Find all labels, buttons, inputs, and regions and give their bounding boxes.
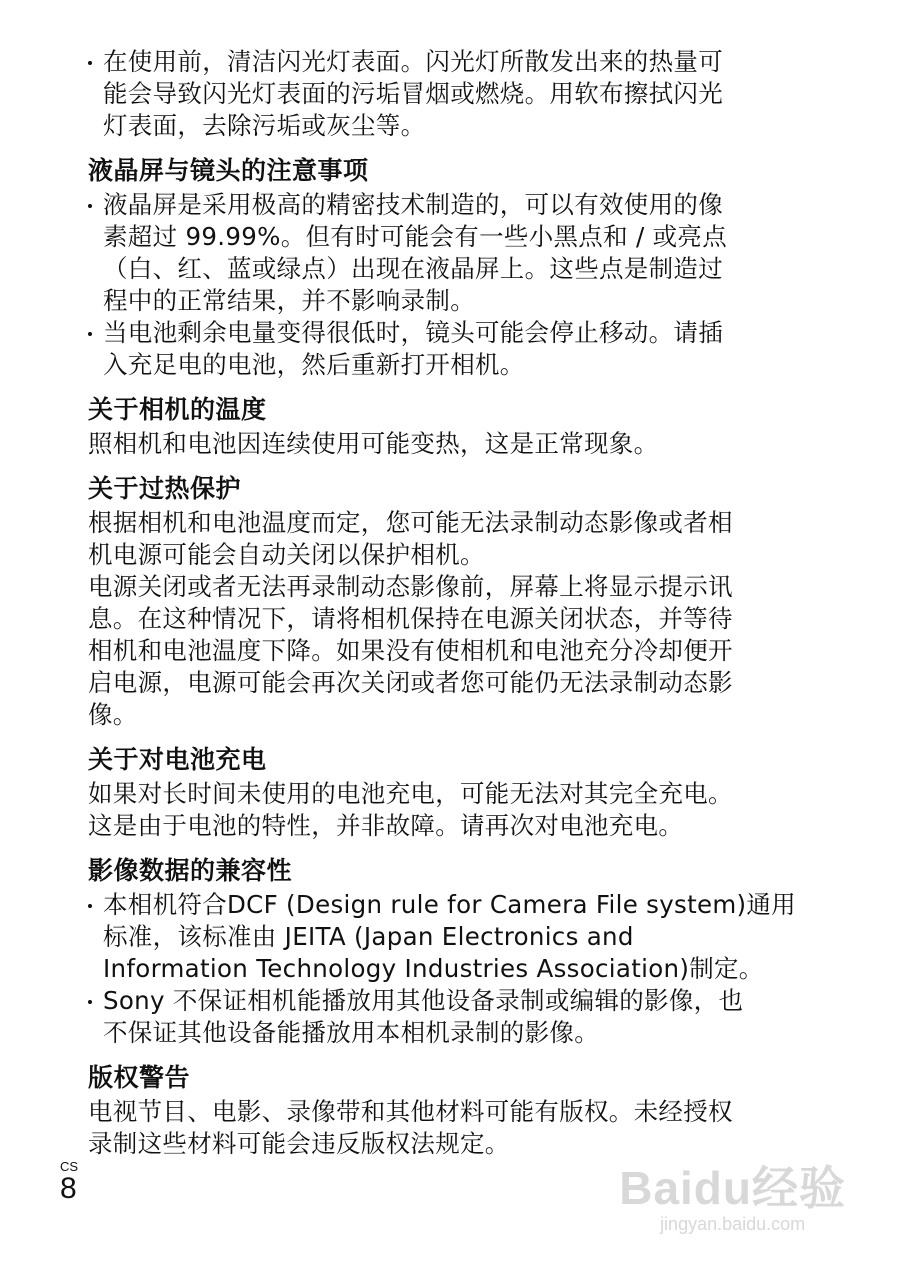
section-camera-temperature	[88, 394, 808, 460]
page-number-block	[60, 1160, 78, 1204]
bullet-text: 当电池剩余电量变得很低时，镜头可能会停止移动。请插 入充足电的电池，然后重新打开相机。	[103, 318, 723, 379]
bullet-dot	[88, 332, 92, 336]
paragraph: 如果对长时间未使用的电池充电，可能无法对其完全充电。 这是由于电池的特性，并非故障。请再次对电池充电。	[88, 779, 733, 840]
language-code: CS	[60, 1159, 79, 1174]
bullet-text: 本相机符合DCF (Design rule for Camera File system)通用 标准，该标准由 JEITA (Japan Electronics and Information Technology Industries Association)制定。	[103, 890, 796, 983]
paragraph: 电视节目、电影、录像带和其他材料可能有版权。未经授权 录制这些材料可能会违反版权法规定。	[88, 1097, 733, 1158]
bullet-dot	[88, 204, 92, 208]
section-heading: 关于相机的温度	[88, 395, 267, 424]
bullet-dot	[88, 1000, 92, 1004]
watermark-url: jingyan.baidu.com	[660, 1214, 806, 1234]
watermark	[619, 1162, 846, 1234]
page-number: 8	[60, 1172, 77, 1205]
paragraph: 电源关闭或者无法再录制动态影像前，屏幕上将显示提示讯 息。在这种情况下，请将相机保持在电源关闭状态，并等待 相机和电池温度下降。如果没有使相机和电池充分冷却便开 启电源，电源可能会再次关闭或者您可能仍无法录制动态影 像。	[88, 572, 733, 729]
bullet-item	[88, 985, 808, 1049]
bullet-dot	[88, 61, 92, 65]
bullet-item	[88, 889, 808, 985]
bullet-item	[88, 46, 808, 142]
section-image-compatibility	[88, 855, 808, 1049]
section-overheat-protection	[88, 473, 808, 731]
bullet-text: 在使用前，清洁闪光灯表面。闪光灯所散发出来的热量可 能会导致闪光灯表面的污垢冒烟或燃烧。用软布擦拭闪光 灯表面，去除污垢或灰尘等。	[103, 47, 723, 140]
paragraph: 根据相机和电池温度而定，您可能无法录制动态影像或者相 机电源可能会自动关闭以保护相机。	[88, 508, 733, 569]
paragraph: 照相机和电池因连续使用可能变热，这是正常现象。	[88, 429, 659, 458]
bullet-item	[88, 189, 808, 317]
section-copyright-warning	[88, 1062, 808, 1160]
section-battery-charging	[88, 744, 808, 842]
section-heading: 液晶屏与镜头的注意事项	[88, 156, 369, 185]
bullet-dot	[88, 904, 92, 908]
section-heading: 影像数据的兼容性	[88, 856, 293, 885]
bullet-item	[88, 317, 808, 381]
section-heading: 关于对电池充电	[88, 745, 267, 774]
document-page	[88, 46, 808, 1160]
bullet-text: 液晶屏是采用极高的精密技术制造的，可以有效使用的像 素超过 99.99%。但有时可能会有一些小黑点和 / 或亮点 （白、红、蓝或绿点）出现在液晶屏上。这些点是制造过 程中的正常结果，并不影响录制。	[103, 190, 728, 315]
section-flash-cleaning	[88, 46, 808, 142]
watermark-brand: Baidu经验	[619, 1162, 846, 1214]
section-lcd-lens	[88, 155, 808, 381]
bullet-text: Sony 不保证相机能播放用其他设备录制或编辑的影像，也 不保证其他设备能播放用本相机录制的影像。	[103, 986, 744, 1047]
section-heading: 版权警告	[88, 1063, 191, 1092]
section-heading: 关于过热保护	[88, 474, 242, 503]
